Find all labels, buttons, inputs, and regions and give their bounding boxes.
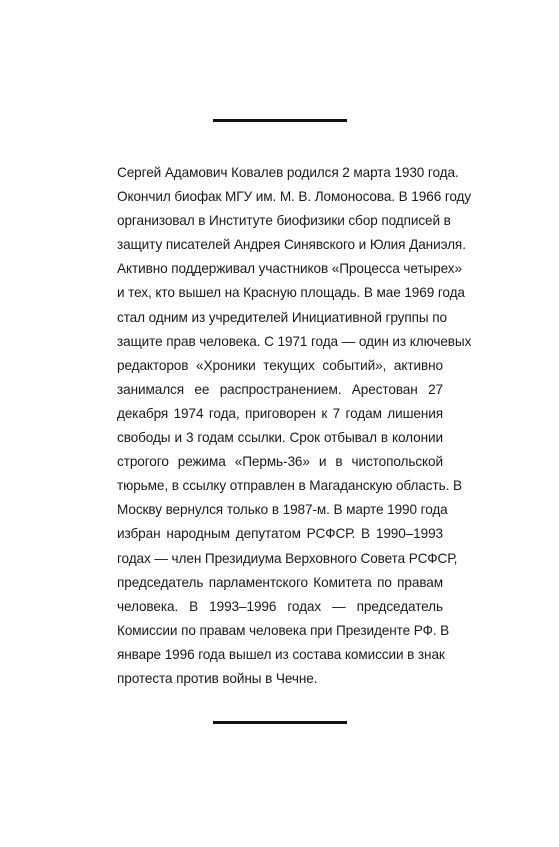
text-line: председатель парламентского Комитета по правам <box>117 574 443 590</box>
text-line: Москву вернулся только в 1987-м. В марте 1990 года <box>117 502 448 518</box>
text-line: редакторов «Хроники текущих событий», активно <box>117 357 443 373</box>
text-line: строгого режима «Пермь-36» и в чистопольской <box>117 454 443 470</box>
text-line: Окончил биофак МГУ им. М. В. Ломоносова. В 1966 году <box>117 189 472 205</box>
text-line: защиту писателей Андрея Синявского и Юлия Даниэля. <box>117 237 466 253</box>
text-line: Активно поддерживал участников «Процесса четырех» <box>117 261 462 277</box>
text-line: защите прав человека. С 1971 года — один из ключевых <box>117 333 472 349</box>
bottom-divider <box>213 721 347 724</box>
text-line: организовал в Институте биофизики сбор подписей в <box>117 213 451 229</box>
text-line: человека. В 1993–1996 годах — председатель <box>117 598 443 614</box>
text-line: тюрьме, в ссылку отправлен в Магаданскую область. В <box>117 478 462 494</box>
text-line: занимался ее распространением. Арестован 27 <box>117 381 443 397</box>
text-line: избран народным депутатом РСФСР. В 1990–1993 <box>117 526 443 542</box>
text-line: Сергей Адамович Ковалев родился 2 марта 1930 года. <box>117 165 459 180</box>
biography-paragraph <box>117 161 472 691</box>
text-line: свободы и 3 годам ссылки. Срок отбывал в колонии <box>117 430 443 446</box>
text-line: январе 1996 года вышел из состава комиссии в знак <box>117 646 445 662</box>
top-divider <box>213 119 347 122</box>
text-line: годах — член Президиума Верховного Совета РСФСР, <box>117 550 458 566</box>
text-line: Комиссии по правам человека при Президенте РФ. В <box>117 622 450 638</box>
text-line: протеста против войны в Чечне. <box>117 670 318 686</box>
text-line: стал одним из учредителей Инициативной группы по <box>117 309 447 325</box>
text-line: декабря 1974 года, приговорен к 7 годам лишения <box>117 405 443 421</box>
text-line: и тех, кто вышел на Красную площадь. В мае 1969 года <box>117 285 465 301</box>
